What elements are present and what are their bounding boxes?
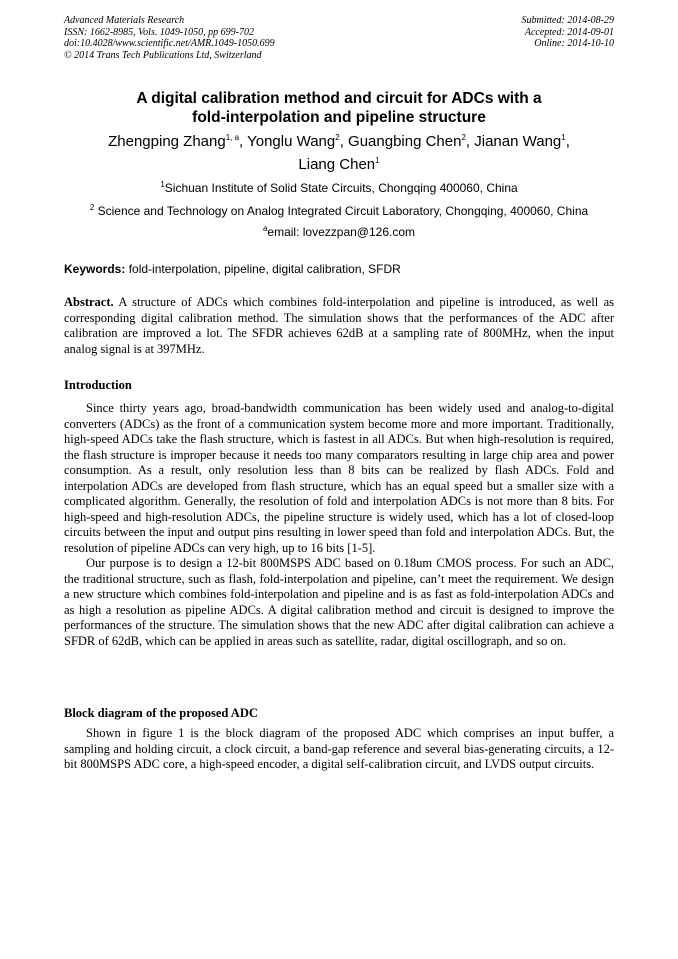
doi-line: doi:10.4028/www.scientific.net/AMR.1049-1050.699 <box>64 38 275 49</box>
paper-title <box>60 89 618 127</box>
author-affiliation-mark: 1 <box>561 133 566 142</box>
introduction-heading: Introduction <box>64 378 132 392</box>
issn-line: ISSN: 1662-8985, Vols. 1049-1050, pp 699-702 <box>64 26 254 38</box>
abstract <box>64 295 614 357</box>
author-name: Liang Chen <box>298 156 376 173</box>
block-diagram-body <box>64 726 614 773</box>
title-line-1: A digital calibration method and circuit for ADCs with a <box>136 90 542 107</box>
affiliation-mark: 1 <box>160 180 165 189</box>
affiliation-text: Sichuan Institute of Solid State Circuits, Chongqing 400060, China <box>164 181 518 195</box>
author-affiliation-mark: 2 <box>335 133 340 142</box>
author-name: Zhengping Zhang <box>108 133 226 150</box>
author-name: , Yonglu Wang <box>239 133 336 150</box>
author-affiliation-mark: 1, a <box>225 133 240 142</box>
abstract-label: Abstract. <box>64 295 114 309</box>
journal-name: Advanced Materials Research <box>64 15 185 26</box>
author-name: , Guangbing Chen <box>339 133 462 150</box>
keywords-text: fold-interpolation, pipeline, digital calibration, SFDR <box>125 262 401 276</box>
affiliation-1 <box>40 181 638 195</box>
email-text: email: lovezzpan@126.com <box>267 225 416 239</box>
paragraph: Shown in figure 1 is the block diagram of the proposed ADC which comprises an input buffer, a sampling and holding circuit, a clock circuit, a band-gap reference and several bias-generating circuits, a 12-bit 800MSPS ADC core, a high-speed encoder, a digital self-calibration circuit, and LVDS output circuits. <box>64 726 614 771</box>
affiliation-text: Science and Technology on Analog Integrated Circuit Laboratory, Chongqing, 400060, China <box>94 204 589 218</box>
author-separator: , <box>565 133 570 150</box>
affiliation-2 <box>40 204 638 218</box>
author-name: , Jianan Wang <box>465 133 562 150</box>
author-list <box>60 130 618 176</box>
submitted-date: Submitted: 2014-08-29 <box>521 15 614 26</box>
keywords <box>64 262 614 276</box>
email-mark: a <box>262 224 268 233</box>
block-diagram-heading: Block diagram of the proposed ADC <box>64 706 258 720</box>
copyright-line: © 2014 Trans Tech Publications Ltd, Switzerland <box>64 49 262 61</box>
keywords-label: Keywords: <box>64 262 126 276</box>
accepted-date: Accepted: 2014-09-01 <box>524 26 614 38</box>
online-date: Online: 2014-10-10 <box>534 38 614 49</box>
abstract-text: A structure of ADCs which combines fold-interpolation and pipeline is introduced, as well as corresponding digital calibration method. The simulation shows that the performances of the ADC after calibration are improved a lot. The SFDR achieves 62dB at a sampling rate of 800MHz, when the input analog signal is at 397MHz. <box>64 295 614 356</box>
dates-header <box>522 15 615 50</box>
affiliation-mark: 2 <box>89 203 95 212</box>
introduction-body <box>64 401 614 649</box>
author-affiliation-mark: 1 <box>375 156 380 165</box>
title-line-2: fold-interpolation and pipeline structure <box>192 109 486 126</box>
author-email <box>40 225 638 239</box>
journal-header <box>64 15 275 61</box>
author-affiliation-mark: 2 <box>461 133 466 142</box>
paragraph: Our purpose is to design a 12-bit 800MSPS ADC based on 0.18um CMOS process. For such an ADC, the traditional structure, such as flash, fold-interpolation and pipeline, can’t meet the requirement. We design a new structure which combines fold-interpolation and pipeline and is as fast as fold-interpolation ADCs and as high a resolution as pipeline ADCs. A digital calibration method and circuit is designed to improve the performances of the structure. The simulation shows that the new ADC after digital calibration can achieve a SFDR of 62dB, which can be applied in areas such as satellite, radar, digital oscillograph, and so on. <box>64 556 614 648</box>
paragraph: Since thirty years ago, broad-bandwidth communication has been widely used and analog-to-digital converters (ADCs) as the front of a communication system become more and more important. Traditionally, high-speed ADCs take the flash structure, which is fastest in all ADCs. But when high-resolution is required, the flash structure is improper because it needs too many comparators resulting in large chip area and power consumption. As a result, only resolution less than 8 bits can be realized by flash ADCs. Fold and interpolation ADCs are developed from flash structure, which has an equal speed but a smaller size with a complicated algorithm. Generally, the resolution of fold and interpolation ADCs is not more than 8 bits. For high-speed and high-resolution ADCs, the pipeline structure is widely used, which has a lot of closed-loop circuits between the input and output pins resulting in lower speed than fold and interpolation ADCs. But, the resolution of pipeline ADCs can very high, up to 16 bits [1-5]. <box>64 401 614 555</box>
